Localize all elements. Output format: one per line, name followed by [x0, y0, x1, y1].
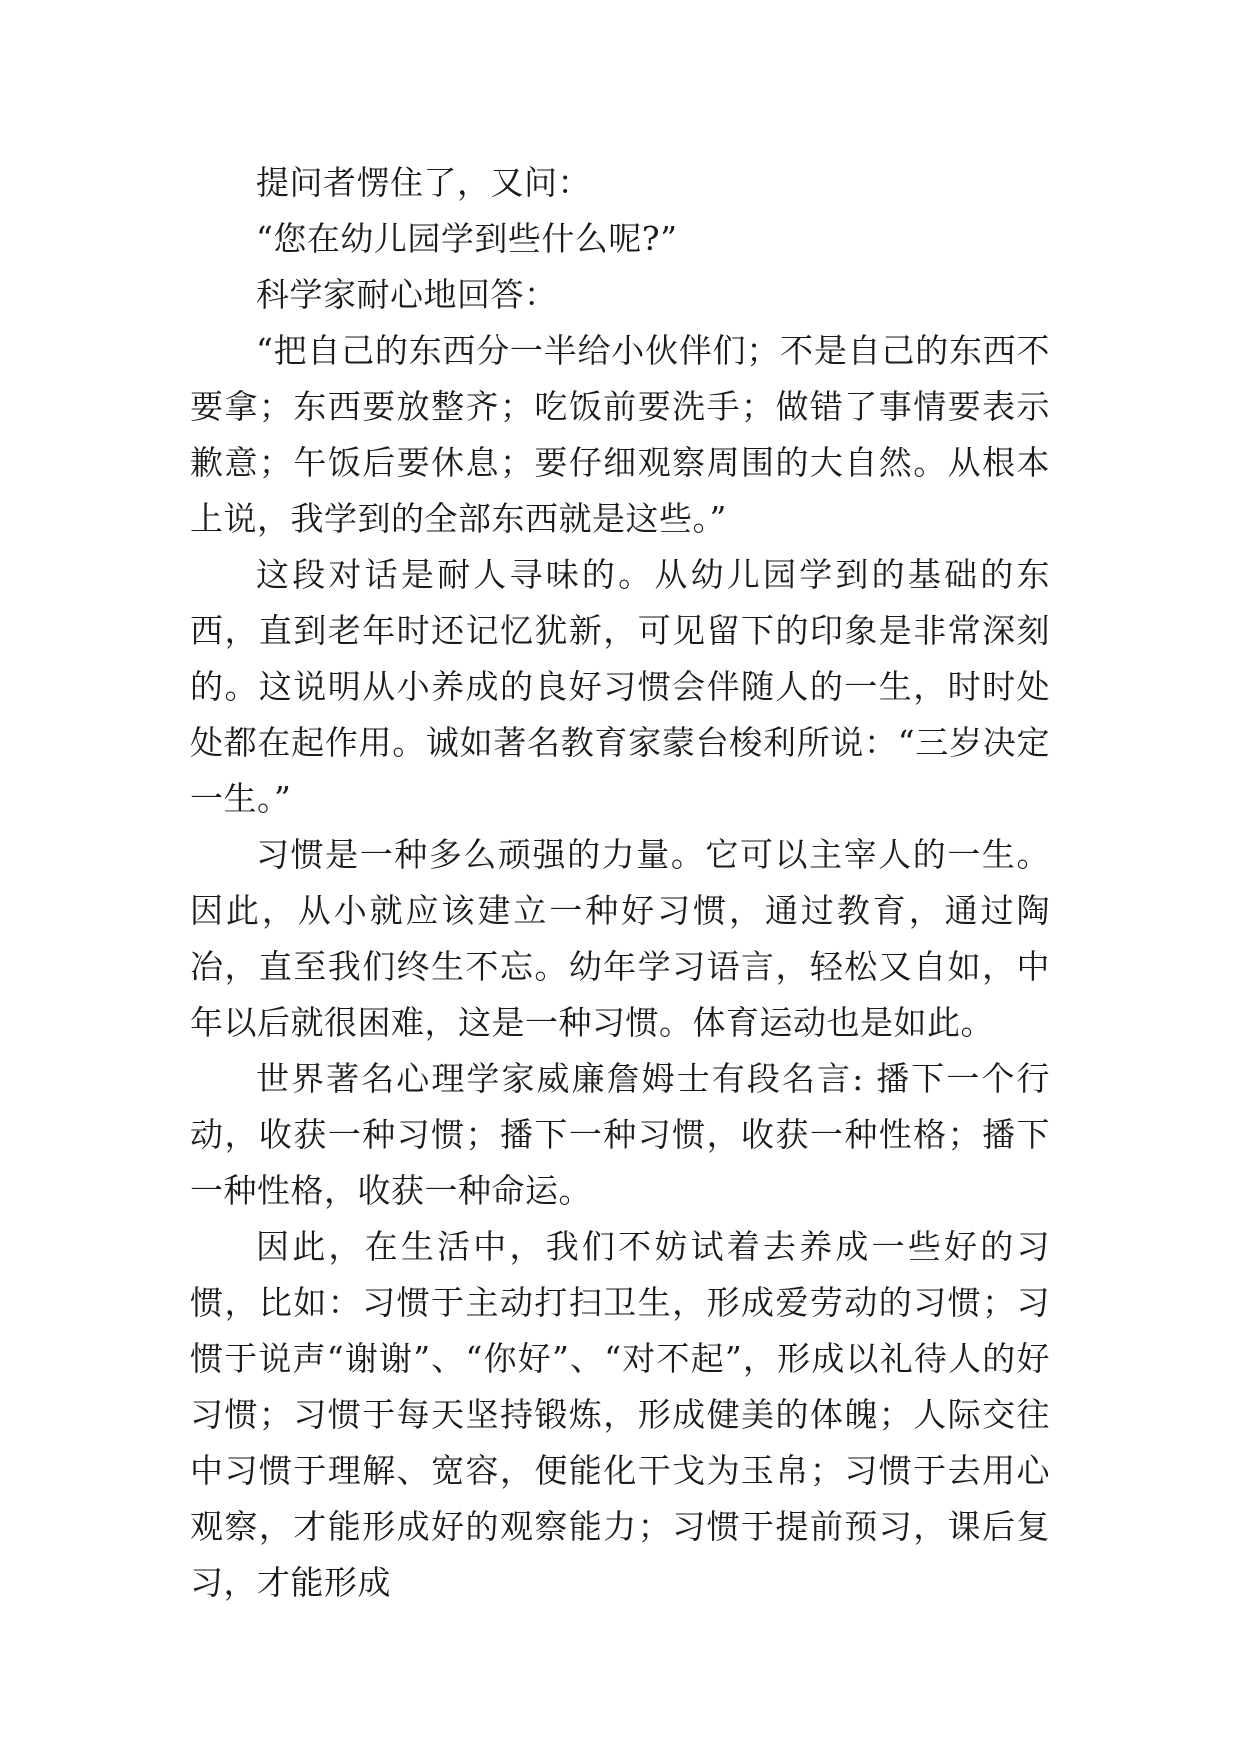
paragraph-6: 习惯是一种多么顽强的力量。它可以主宰人的一生。因此，从小就应该建立一种好习惯，通过教育，通过陶冶，直至我们终生不忘。幼年学习语言，轻松又自如，中年以后就很困难，这是一种习惯。体育运动也是如此。: [190, 835, 1050, 1042]
paragraph-8: 因此，在生活中，我们不妨试着去养成一些好的习惯，比如：习惯于主动打扫卫生，形成爱劳动的习惯；习惯于说声“谢谢”、“你好”、“对不起”，形成以礼待人的好习惯；习惯于每天坚持锻炼，形成健美的体魄；人际交往中习惯于理解、宽容，便能化干戈为玉帛；习惯于去用心观察，才能形成好的观察能力；习惯于提前预习，课后复习，才能形成: [190, 1227, 1050, 1602]
paragraph-1: 提问者愣住了，又问：: [256, 163, 591, 202]
paragraph-3: 科学家耐心地回答：: [256, 275, 558, 314]
paragraph-2: “您在幼儿园学到些什么呢?”: [256, 219, 678, 258]
paragraph-7: 世界著名心理学家威廉詹姆士有段名言: 播下一个行动，收获一种习惯；播下一种习惯，收获一种性格；播下一种性格，收获一种命运。: [190, 1059, 1050, 1210]
paragraph-5: 这段对话是耐人寻味的。从幼儿园学到的基础的东西，直到老年时还记忆犹新，可见留下的印象是非常深刻的。这说明从小养成的良好习惯会伴随人的一生，时时处处都在起作用。诚如著名教育家蒙台梭利所说：“三岁决定一生。”: [190, 555, 1050, 818]
paragraph-4: “把自己的东西分一半给小伙伴们；不是自己的东西不要拿；东西要放整齐；吃饭前要洗手；做错了事情要表示歉意；午饭后要休息；要仔细观察周围的大自然。从根本上说，我学到的全部东西就是这些。”: [190, 331, 1050, 538]
body-text: [190, 155, 1050, 1611]
